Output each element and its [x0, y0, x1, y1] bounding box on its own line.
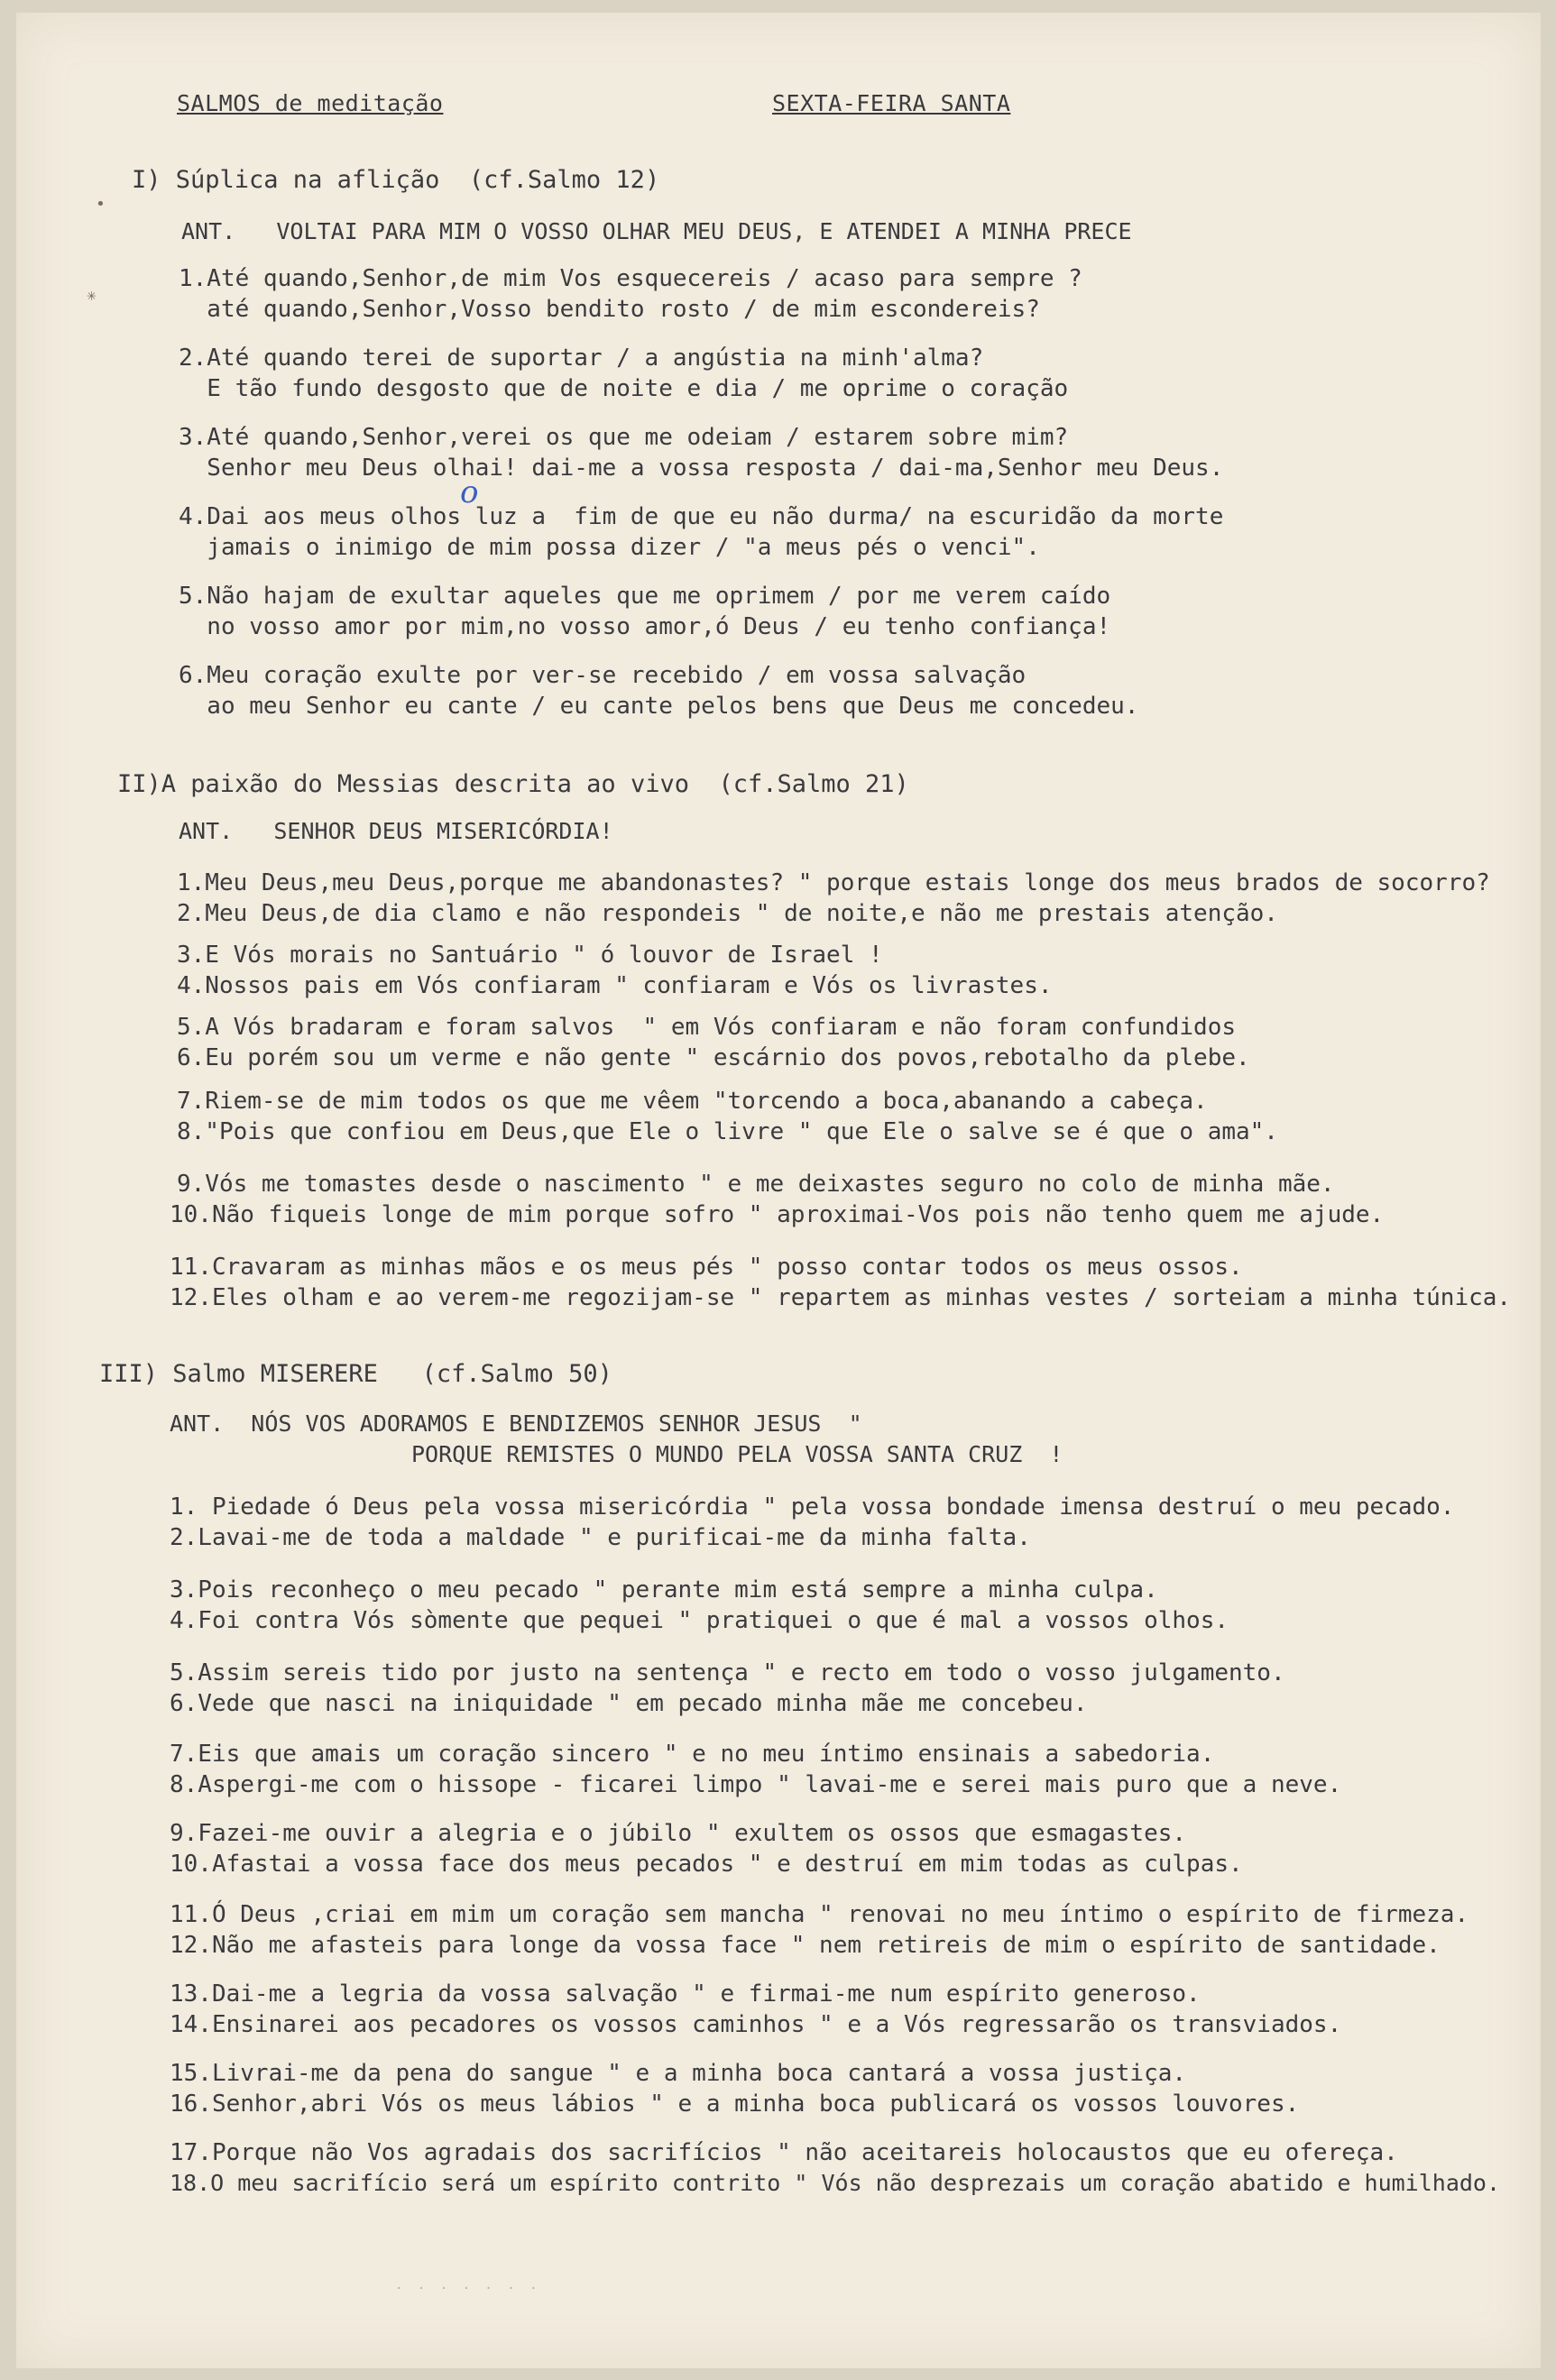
section-2-line: 1.Meu Deus,meu Deus,porque me abandonastes? " porque estais longe dos meus brados de socorro? [177, 869, 1490, 896]
header-right-title: SEXTA-FEIRA SANTA [772, 90, 1011, 116]
section-3-line: 8.Aspergi-me com o hissope - ficarei limpo " lavai-me e serei mais puro que a neve. [170, 1771, 1342, 1798]
section-3-title: III) Salmo MISERERE (cf.Salmo 50) [99, 1360, 612, 1388]
section-3-line: 2.Lavai-me de toda a maldade " e purificai-me da minha falta. [170, 1524, 1031, 1551]
section-3-line: 7.Eis que amais um coração sincero " e no meu íntimo ensinais a sabedoria. [170, 1741, 1215, 1768]
section-2-line: 7.Riem-se de mim todos os que me vêem "torcendo a boca,abanando a cabeça. [177, 1088, 1208, 1115]
section-3-line: 16.Senhor,abri Vós os meus lábios " e a minha boca publicará os vossos louvores. [170, 2091, 1300, 2118]
section-2-line: 4.Nossos pais em Vós confiaram " confiaram e Vós os livrastes. [177, 972, 1053, 999]
section-3-line: 11.Ó Deus ,criai em mim um coração sem mancha " renovai no meu íntimo o espírito de firmeza. [170, 1901, 1469, 1928]
section-2-line: 3.E Vós morais no Santuário " ó louvor de Israel ! [177, 942, 883, 969]
document-page [16, 13, 1541, 2368]
section-1-line: Senhor meu Deus olhai! dai-me a vossa resposta / dai-ma,Senhor meu Deus. [179, 455, 1224, 482]
section-2-line: 12.Eles olham e ao verem-me regozijam-se " repartem as minhas vestes / sorteiam a minha túnica. [170, 1284, 1512, 1311]
paper-bleed-through: · · · · · · · [395, 2282, 541, 2296]
section-3-antiphon: ANT. NÓS VOS ADORAMOS E BENDIZEMOS SENHOR JESUS " [170, 1411, 862, 1437]
header-left-title: SALMOS de meditação [177, 90, 444, 116]
section-3-line: 3.Pois reconheço o meu pecado " perante mim está sempre a minha culpa. [170, 1576, 1158, 1604]
section-2-line: 11.Cravaram as minhas mãos e os meus pés " posso contar todos os meus ossos. [170, 1254, 1243, 1281]
section-3-line: 10.Afastai a vossa face dos meus pecados " e destruí em mim todas as culpas. [170, 1851, 1243, 1878]
section-2-line: 8."Pois que confiou em Deus,que Ele o livre " que Ele o salve se é que o ama". [177, 1118, 1278, 1145]
section-2-line: 9.Vós me tomastes desde o nascimento " e me deixastes seguro no colo de minha mãe. [177, 1171, 1335, 1198]
section-1-line: 4.Dai aos meus olhos luz a fim de que eu não durma/ na escuridão da morte [179, 503, 1224, 530]
section-1-title: I) Súplica na aflição (cf.Salmo 12) [132, 166, 660, 194]
section-3-line: 15.Livrai-me da pena do sangue " e a minha boca cantará a vossa justiça. [170, 2060, 1187, 2087]
paper-speck: • [96, 195, 106, 214]
section-3-line: 1. Piedade ó Deus pela vossa misericórdia " pela vossa bondade imensa destruí o meu pecado. [170, 1493, 1455, 1521]
section-3-line: 14.Ensinarei aos pecadores os vossos caminhos " e a Vós regressarão os transviados. [170, 2011, 1342, 2038]
section-2-line: 2.Meu Deus,de dia clamo e não respondeis " de noite,e não me prestais atenção. [177, 900, 1278, 927]
section-1-antiphon: ANT. VOLTAI PARA MIM O VOSSO OLHAR MEU DEUS, E ATENDEI A MINHA PRECE [181, 218, 1132, 244]
section-3-line: 6.Vede que nasci na iniquidade " em pecado minha mãe me concebeu. [170, 1690, 1088, 1717]
section-3-line: 17.Porque não Vos agradais dos sacrifícios " não aceitareis holocaustos que eu ofereça. [170, 2139, 1398, 2166]
section-1-line: 1.Até quando,Senhor,de mim Vos esquecereis / acaso para sempre ? [179, 265, 1082, 292]
section-3-antiphon-continued: PORQUE REMISTES O MUNDO PELA VOSSA SANTA CRUZ ! [411, 1441, 1063, 1467]
section-2-line: 6.Eu porém sou um verme e não gente " escárnio dos povos,rebotalho da plebe. [177, 1044, 1250, 1071]
section-3-line: 12.Não me afasteis para longe da vossa face " nem retireis de mim o espírito de santidade. [170, 1932, 1441, 1959]
section-1-line: ao meu Senhor eu cante / eu cante pelos bens que Deus me concedeu. [179, 693, 1139, 720]
handwritten-correction: o [460, 474, 479, 510]
section-3-line: 18.O meu sacrifício será um espírito contrito " Vós não desprezais um coração abatido e humilhado. [170, 2170, 1501, 2196]
section-2-title: II)A paixão do Messias descrita ao vivo (cf.Salmo 21) [117, 770, 909, 798]
section-2-line: 5.A Vós bradaram e foram salvos " em Vós confiaram e não foram confundidos [177, 1014, 1236, 1041]
section-1-line: 5.Não hajam de exultar aqueles que me oprimem / por me verem caído [179, 583, 1111, 610]
section-3-line: 4.Foi contra Vós sòmente que pequei " pratiquei o que é mal a vossos olhos. [170, 1607, 1229, 1634]
section-1-line: no vosso amor por mim,no vosso amor,ó Deus / eu tenho confiança! [179, 613, 1111, 640]
section-1-line: 3.Até quando,Senhor,verei os que me odeiam / estarem sobre mim? [179, 424, 1069, 451]
section-2-line: 10.Não fiqueis longe de mim porque sofro " aproximai-Vos pois não tenho quem me ajude. [170, 1201, 1385, 1228]
section-3-line: 5.Assim sereis tido por justo na sentença " e recto em todo o vosso julgamento. [170, 1659, 1285, 1686]
section-1-line: 2.Até quando terei de suportar / a angústia na minh'alma? [179, 345, 984, 372]
section-2-antiphon: ANT. SENHOR DEUS MISERICÓRDIA! [179, 818, 613, 844]
section-1-line: E tão fundo desgosto que de noite e dia / me oprime o coração [179, 375, 1069, 402]
paper-speck: ✳ [87, 286, 97, 305]
section-3-line: 9.Fazei-me ouvir a alegria e o júbilo " exultem os ossos que esmagastes. [170, 1820, 1187, 1847]
section-1-line: até quando,Senhor,Vosso bendito rosto / de mim escondereis? [179, 296, 1040, 323]
section-1-line: 6.Meu coração exulte por ver-se recebido / em vossa salvação [179, 662, 1027, 689]
section-1-line: jamais o inimigo de mim possa dizer / "a meus pés o venci". [179, 534, 1040, 561]
section-3-line: 13.Dai-me a legria da vossa salvação " e firmai-me num espírito generoso. [170, 1980, 1201, 2008]
